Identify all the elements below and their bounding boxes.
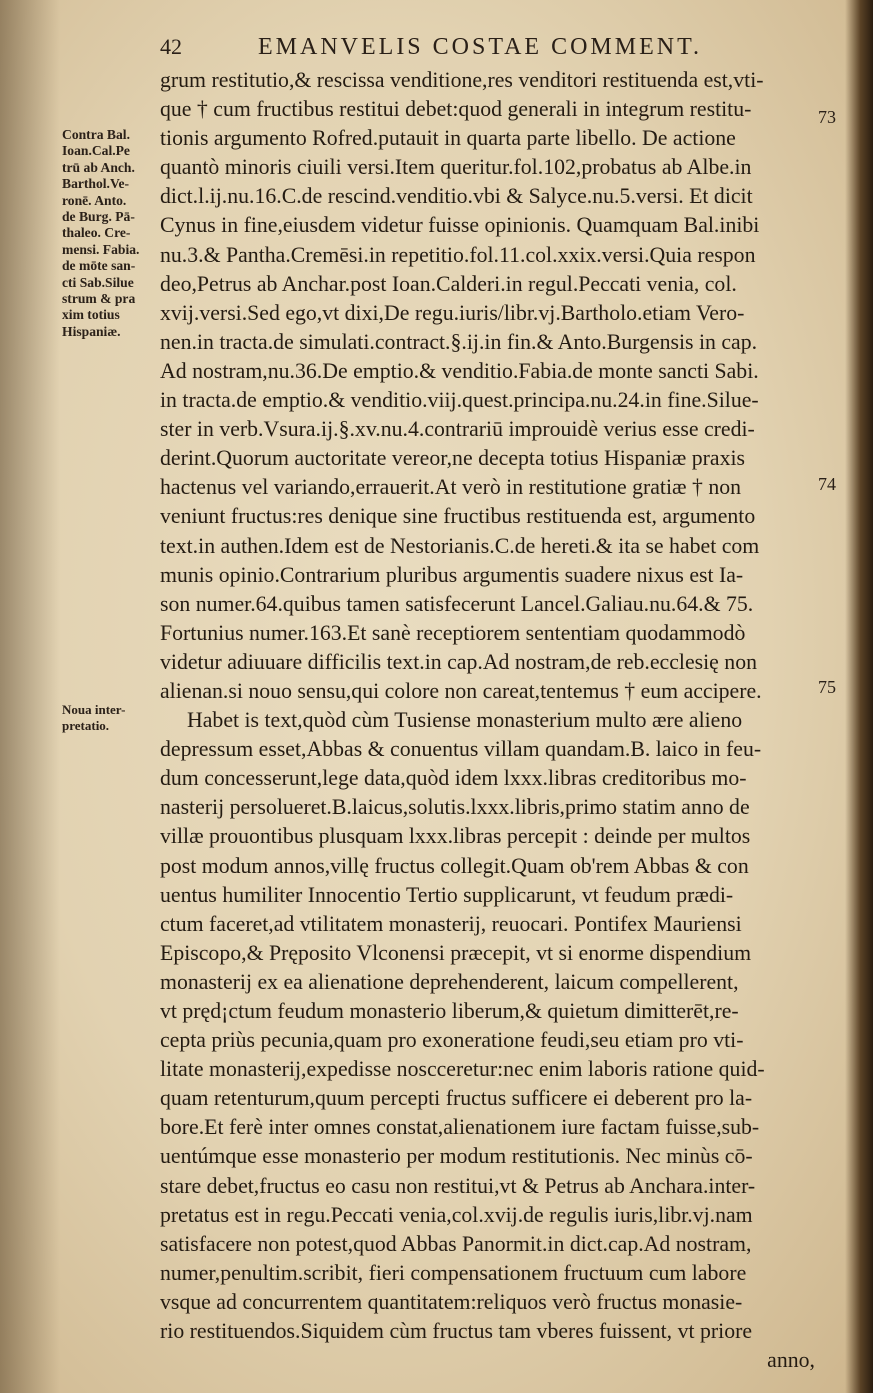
marginal-note-sources <box>62 127 162 340</box>
marginal-note-line: ronē. Anto. <box>62 192 127 208</box>
marginal-note-line: Contra Bal. <box>62 127 130 142</box>
marginal-note-line: Ioan.Cal.Pe <box>62 143 130 159</box>
text-line: quam retenturum,quum percepti fructus sufficere ei deberent pro la- <box>160 1086 753 1111</box>
text-line: numer,penultim.scribit, fieri compensationem fructuum cum labore <box>160 1260 747 1285</box>
marginal-note-line: de Burg. Pā- <box>62 209 135 225</box>
text-line: bore.Et ferè inter omnes constat,alienationem iure factam fuisse,sub- <box>160 1115 760 1140</box>
text-line: derint.Quorum auctoritate vereor,ne decepta totius Hispaniæ praxis <box>160 446 746 471</box>
marginal-note-line: Barthol.Ve- <box>62 176 130 192</box>
marginal-note-interpretation <box>62 702 162 735</box>
text-line: Cynus in fine,eiusdem videtur fuisse opinionis. Quamquam Bal.inibi <box>160 213 760 238</box>
text-line: dum concesserunt,lege data,quòd idem lxxx.libras creditoribus mo- <box>160 766 747 791</box>
text-line: ctum faceret,ad vtilitatem monasterij, reuocari. Pontifex Mauriensi <box>160 911 742 936</box>
marginal-note-line: thaleo. Cre- <box>62 225 131 241</box>
text-line: depressum esset,Abbas & conuentus villam quandam.B. laico in feu- <box>160 737 762 762</box>
text-line: munis opinio.Contrarium pluribus argumentis suadere nixus est Ia- <box>160 562 744 587</box>
text-line: hactenus vel variando,errauerit.At verò in restitutione gratiæ † non <box>160 475 742 500</box>
text-line: post modum annos,villę fructus collegit.Quam ob'rem Abbas & con <box>160 853 749 878</box>
text-line: litate monasterij,expedisse noscceretur:nec enim laboris ratione quid- <box>160 1057 765 1082</box>
marginal-note-line: Hispaniæ. <box>62 323 121 339</box>
text-line: veniunt fructus:res denique sine fructibus restituenda est, argumento <box>160 504 756 529</box>
text-line: grum restitutio,& rescissa venditione,res venditori restituenda est,vti- <box>160 68 764 92</box>
marginal-note-line: pretatio. <box>62 718 110 734</box>
text-line: anno, <box>767 1348 815 1373</box>
text-line: tionis argumento Rofred.putauit in quarta parte libello. De actione <box>160 126 736 151</box>
text-line: quantò minoris ciuili versi.Item queritur.fol.102,probatus ab Albe.in <box>160 155 752 180</box>
text-line: dict.l.ij.nu.16.C.de rescind.venditio.vbi & Salyce.nu.5.versi. Et dicit <box>160 184 753 209</box>
text-line: in tracta.de emptio.& venditio.viij.quest.principa.nu.24.in fine.Silue- <box>160 388 759 413</box>
text-line: uentúmque esse monasterio per modum restitutionis. Nec minùs cō- <box>160 1144 753 1169</box>
marginal-note-line: mensi. Fabia. <box>62 241 140 257</box>
text-line: Fortunius numer.163.Et sanè receptiorem sententiam quodammodò <box>160 620 746 645</box>
text-line: monasterij ex ea alienatione deprehenderent, laicum compellerent, <box>160 969 739 994</box>
marginal-note-line: strum & pra <box>62 291 136 307</box>
text-line: nu.3.& Pantha.Cremēsi.in repetitio.fol.11.col.xxix.versi.Quia respon <box>160 242 756 267</box>
page-header <box>160 32 810 64</box>
text-line: nen.in tracta.de simulati.contract.§.ij.in fin.& Anto.Burgensis in cap. <box>160 329 758 354</box>
text-line: son numer.64.quibus tamen satisfecerunt Lancel.Galiau.nu.64.& 75. <box>160 591 754 616</box>
gutter-shadow <box>0 0 60 1393</box>
main-text-block <box>160 66 815 1375</box>
text-line: pretatus est in regu.Peccati venia,col.xvij.de regulis iuris,libr.vj.nam <box>160 1202 753 1227</box>
text-line: satisfacere non potest,quod Abbas Panormit.in dict.cap.Ad nostram, <box>160 1231 752 1256</box>
marginal-note-line: cti Sab.Silue <box>62 274 134 290</box>
margin-number: 75 <box>818 677 836 697</box>
text-line: ster in verb.Vsura.ij.§.xv.nu.4.contrariū improuidè verius esse credi- <box>160 417 755 442</box>
text-line: vsque ad concurrentem quantitatem:reliquos verò fructus monasie- <box>160 1289 743 1314</box>
marginal-note-line: trū ab Anch. <box>62 159 135 175</box>
text-line: que † cum fructibus restitui debet:quod generali in integrum restitu- <box>160 97 752 122</box>
margin-number: 73 <box>818 107 836 127</box>
marginal-note-line: Noua inter- <box>62 702 126 717</box>
text-line: nasterij persolueret.B.laicus,solutis.lxxx.libris,primo statim anno de <box>160 795 750 820</box>
marginal-note-line: xim totius <box>62 307 120 323</box>
text-line: rio restituendos.Siquidem cùm fructus tam vberes fuissent, vt priore <box>160 1319 753 1344</box>
text-line: vt pręd¡ctum feudum monasterio liberum,& quietum dimitterēt,re- <box>160 999 739 1023</box>
page-edge-shadow <box>845 0 873 1393</box>
text-line: uentus humiliter Innocentio Tertio supplicarunt, vt feudum prædi- <box>160 882 734 907</box>
margin-number: 74 <box>818 474 836 494</box>
text-line: Ad nostram,nu.36.De emptio.& venditio.Fabia.de monte sancti Sabi. <box>160 358 759 383</box>
text-line: xvij.versi.Sed ego,vt dixi,De regu.iuris/libr.vj.Bartholo.etiam Vero- <box>160 300 745 325</box>
text-line: stare debet,fructus eo casu non restitui,vt & Petrus ab Anchara.inter- <box>160 1173 756 1198</box>
text-line: text.in authen.Idem est de Nestorianis.C.de hereti.& ita se habet com <box>160 533 760 558</box>
text-line: Episcopo,& Pręposito Vlconensi præcepit, vt si enorme dispendium <box>160 940 752 965</box>
text-line: alienan.si nouo sensu,qui colore non careat,tentemus † eum accipere. <box>160 678 762 703</box>
text-line: Habet is text,quòd cùm Tusiense monasterium multo ære alieno <box>187 708 743 733</box>
marginal-note-line: de mōte san- <box>62 258 136 274</box>
text-line: cepta priùs pecunia,quam pro exoneratione feudi,seu etiam pro vti- <box>160 1028 744 1053</box>
running-title: EMANVELIS COSTAE COMMENT. <box>258 34 702 60</box>
text-line: videtur adiuuare difficilis text.in cap.Ad nostram,de reb.ecclesię non <box>160 649 757 674</box>
text-line: deo,Petrus ab Anchar.post Ioan.Calderi.in regul.Peccati venia, col. <box>160 271 737 296</box>
text-line: villæ prouontibus plusquam lxxx.libras percepit : deinde per multos <box>160 824 751 849</box>
page-number: 42 <box>160 34 182 59</box>
